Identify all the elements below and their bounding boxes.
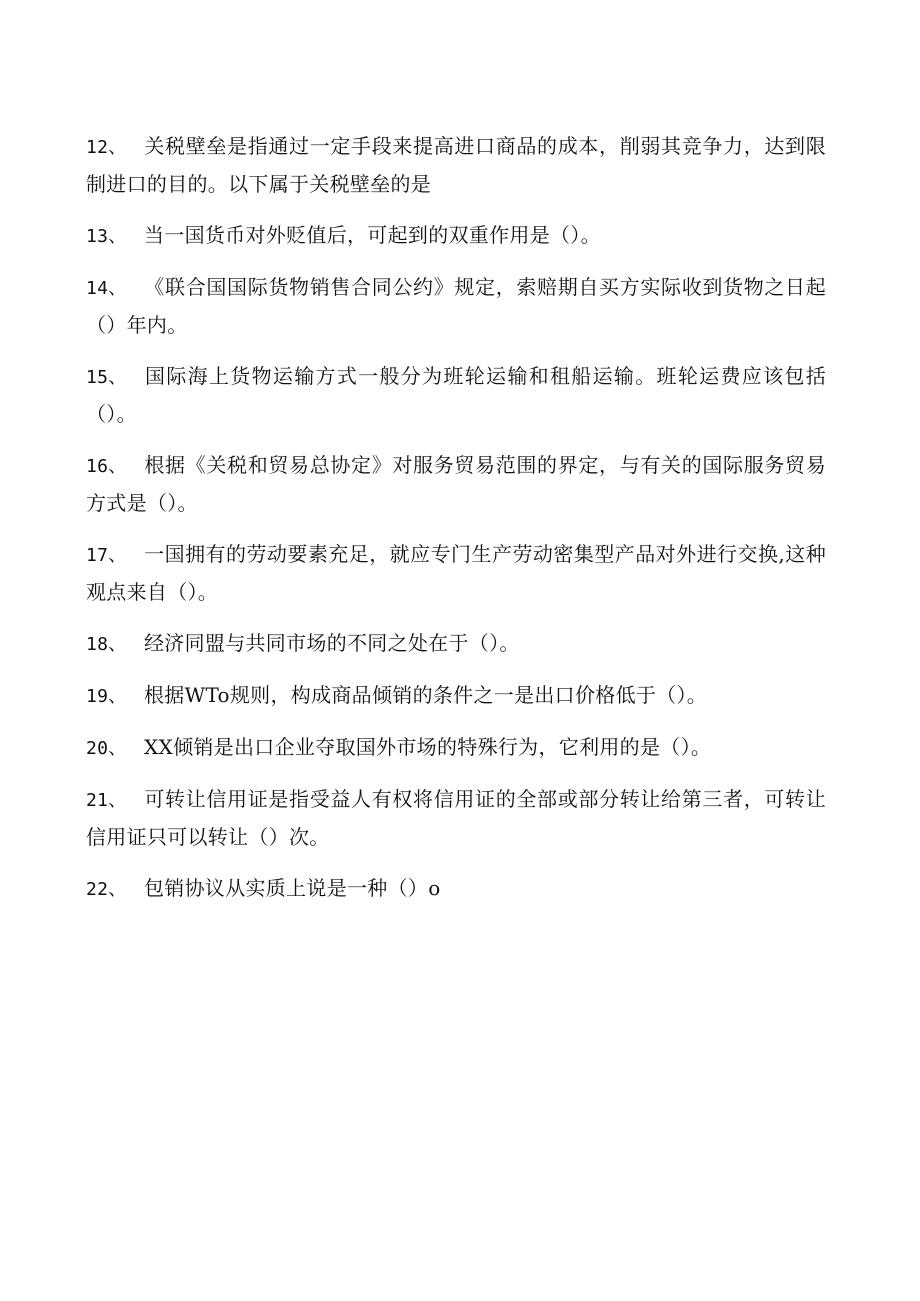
question-text: 包销协议从实质上说是一种（）o <box>144 876 441 900</box>
question-number: 16、 <box>86 456 127 477</box>
question-number: 14、 <box>86 278 127 299</box>
question-list <box>86 128 826 922</box>
question-text: 可转让信用证是指受益人有权将信用证的全部或部分转让给第三者，可转让信用证只可以转让（）次。 <box>86 787 826 849</box>
question-item <box>86 729 826 767</box>
question-item <box>86 128 826 203</box>
question-number: 12、 <box>86 137 127 158</box>
question-text: 一国拥有的劳动要素充足，就应专门生产劳动密集型产品对外进行交换,这种观点来自（）。 <box>86 542 826 604</box>
question-number: 18、 <box>86 634 127 655</box>
question-number: 17、 <box>86 545 127 566</box>
question-number: 13、 <box>86 226 127 247</box>
question-item <box>86 625 826 663</box>
question-item <box>86 358 826 433</box>
question-number: 20、 <box>86 738 127 759</box>
question-item <box>86 217 826 255</box>
question-text: 根据WTo规则，构成商品倾销的条件之一是出口价格低于（）。 <box>144 683 708 707</box>
question-item <box>86 269 826 344</box>
question-item <box>86 677 826 715</box>
question-item <box>86 447 826 522</box>
question-number: 21、 <box>86 790 127 811</box>
question-text: XX倾销是出口企业夺取国外市场的特殊行为，它利用的是（）。 <box>144 735 712 759</box>
question-text: 当一国货币对外贬值后，可起到的双重作用是（）。 <box>144 223 601 247</box>
question-item <box>86 536 826 611</box>
question-text: 《联合国国际货物销售合同公约》规定，索赔期自买方实际收到货物之日起（）年内。 <box>86 275 826 337</box>
question-item <box>86 870 826 908</box>
question-text: 国际海上货物运输方式一般分为班轮运输和租船运输。班轮运费应该包括（）。 <box>86 364 826 426</box>
question-number: 22、 <box>86 879 127 900</box>
question-number: 19、 <box>86 686 127 707</box>
question-text: 根据《关税和贸易总协定》对服务贸易范围的界定，与有关的国际服务贸易方式是（）。 <box>86 453 826 515</box>
question-text: 经济同盟与共同市场的不同之处在于（）。 <box>144 631 520 655</box>
question-item <box>86 781 826 856</box>
question-number: 15、 <box>86 367 127 388</box>
question-text: 关税壁垒是指通过一定手段来提高进口商品的成本，削弱其竞争力，达到限制进口的目的。以下属于关税壁垒的是 <box>86 134 826 196</box>
